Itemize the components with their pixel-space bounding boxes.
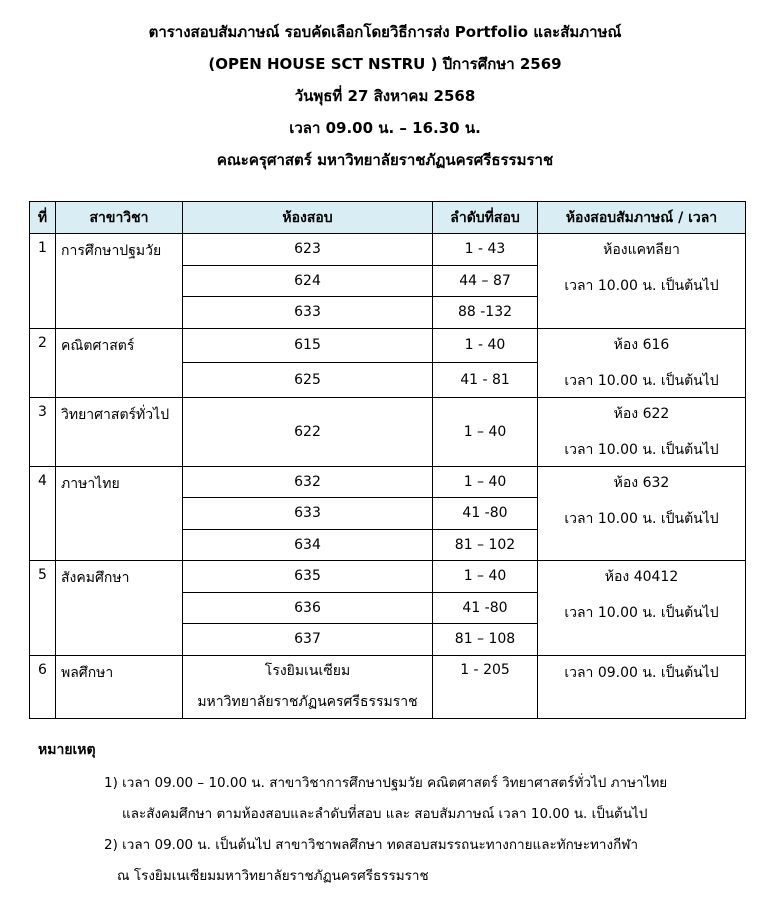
exam-room: 636: [183, 592, 433, 624]
row-number: 1: [30, 234, 56, 329]
exam-order: 1 - 40: [433, 328, 538, 363]
notes-title: หมายเหตุ: [38, 742, 96, 758]
exam-order: 1 – 40: [433, 561, 538, 593]
interview-room: ห้อง 632: [613, 474, 670, 491]
exam-order: 1 – 40: [433, 397, 538, 466]
exam-order: 41 -80: [433, 498, 538, 530]
interview-time: เวลา 10.00 น. เป็นต้นไป: [564, 278, 719, 294]
dept-name: วิทยาศาสตร์ทั่วไป: [56, 397, 183, 466]
exam-room: 632: [183, 466, 433, 498]
row-number: 6: [30, 655, 56, 718]
dept-name: ภาษาไทย: [56, 466, 183, 561]
exam-room: 633: [183, 297, 433, 329]
schedule-table: [29, 201, 746, 719]
table-row: [30, 234, 746, 266]
exam-room: 622: [183, 397, 433, 466]
note-2-line-2: ณ โรงยิมเนเซียมมหาวิทยาลัยราชภัฏนครศรีธรรมราช: [117, 868, 429, 884]
header-order: ลำดับที่สอบ: [433, 202, 538, 234]
dept-name: สังคมศึกษา: [56, 561, 183, 656]
interview-time: เวลา 10.00 น. เป็นต้นไป: [564, 441, 719, 458]
header-interview: ห้องสอบสัมภาษณ์ / เวลา: [538, 202, 746, 234]
table-row: [30, 561, 746, 593]
interview-room: ห้อง 616: [613, 336, 670, 353]
interview-cell: [538, 397, 746, 466]
interview-time: เวลา 10.00 น. เป็นต้นไป: [564, 372, 719, 389]
exam-room: 634: [183, 529, 433, 561]
exam-order: 44 – 87: [433, 265, 538, 297]
note-1-line-1: 1) เวลา 09.00 – 10.00 น. สาขาวิชาการศึกษาปฐมวัย คณิตศาสตร์ วิทยาศาสตร์ทั่วไป ภาษาไทย: [104, 775, 668, 791]
interview-cell: [538, 466, 746, 561]
title-line-2: (OPEN HOUSE SCT NSTRU ) ปีการศึกษา 2569: [208, 55, 562, 73]
table-row: [30, 655, 746, 718]
row-number: 5: [30, 561, 56, 656]
interview-cell: [538, 234, 746, 329]
interview-cell: [538, 561, 746, 656]
note-1-line-2: และสังคมศึกษา ตามห้องสอบและลำดับที่สอบ และ สอบสัมภาษณ์ เวลา 10.00 น. เป็นต้นไป: [122, 806, 648, 822]
title-faculty: คณะครุศาสตร์ มหาวิทยาลัยราชภัฏนครศรีธรรมราช: [216, 151, 554, 169]
table-row: [30, 397, 746, 466]
interview-time: เวลา 09.00 น. เป็นต้นไป: [538, 655, 746, 718]
interview-time: เวลา 10.00 น. เป็นต้นไป: [564, 510, 719, 527]
header-no: ที่: [30, 202, 56, 234]
row-number: 3: [30, 397, 56, 466]
header-room: ห้องสอบ: [183, 202, 433, 234]
table-row: [30, 328, 746, 363]
header-dept: สาขาวิชา: [56, 202, 183, 234]
exam-order: 81 – 108: [433, 624, 538, 656]
table-row: [30, 466, 746, 498]
exam-order: 1 - 43: [433, 234, 538, 266]
exam-order: 1 – 40: [433, 466, 538, 498]
document-header: [0, 16, 770, 176]
exam-order: 41 -80: [433, 592, 538, 624]
dept-name: คณิตศาสตร์: [56, 328, 183, 397]
exam-room: 625: [183, 363, 433, 398]
dept-name: พลศึกษา: [56, 655, 183, 718]
row-number: 4: [30, 466, 56, 561]
exam-room: 624: [183, 265, 433, 297]
exam-order: 41 - 81: [433, 363, 538, 398]
title-line-1: ตารางสอบสัมภาษณ์ รอบคัดเลือกโดยวิธีการส่ง Portfolio และสัมภาษณ์: [148, 23, 622, 41]
title-time: เวลา 09.00 น. – 16.30 น.: [289, 119, 481, 137]
table-header-row: [30, 202, 746, 234]
interview-room: ห้องแคทลียา: [603, 242, 680, 258]
title-date: วันพุธที่ 27 สิงหาคม 2568: [294, 87, 476, 105]
interview-time: เวลา 10.00 น. เป็นต้นไป: [564, 605, 719, 621]
exam-order: 1 - 205: [433, 655, 538, 718]
row-number: 2: [30, 328, 56, 397]
exam-room: 623: [183, 234, 433, 266]
interview-room: ห้อง 40412: [604, 569, 679, 585]
exam-order: 88 -132: [433, 297, 538, 329]
gym-name: โรงยิมเนเซียม: [264, 662, 351, 679]
exam-room-gym: [183, 655, 433, 718]
dept-name: การศึกษาปฐมวัย: [56, 234, 183, 329]
interview-room: ห้อง 622: [613, 405, 670, 422]
exam-order: 81 – 102: [433, 529, 538, 561]
exam-room: 633: [183, 498, 433, 530]
exam-room: 615: [183, 328, 433, 363]
exam-room: 635: [183, 561, 433, 593]
university-name: มหาวิทยาลัยราชภัฏนครศรีธรรมราช: [197, 693, 418, 710]
notes-section: [38, 738, 96, 762]
interview-cell: [538, 328, 746, 397]
note-2-line-1: 2) เวลา 09.00 น. เป็นต้นไป สาขาวิชาพลศึกษา ทดสอบสมรรถนะทางกายและทักษะทางกีฬา: [104, 837, 639, 853]
exam-room: 637: [183, 624, 433, 656]
